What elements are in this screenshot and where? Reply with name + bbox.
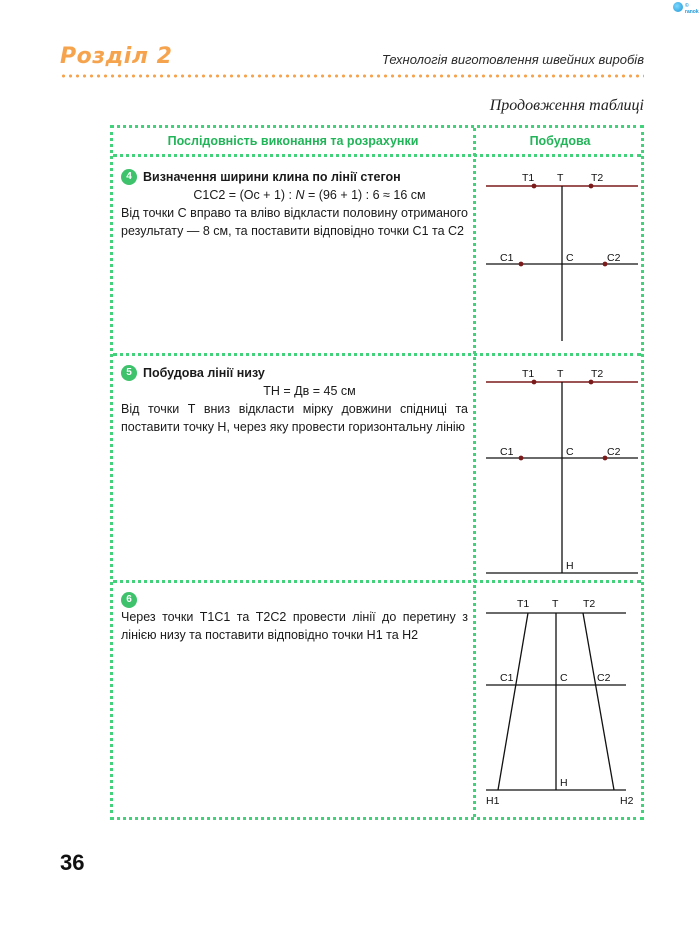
step-4-text-cell: [121, 168, 468, 240]
label-t1: T1: [517, 598, 530, 610]
step-6-title: [121, 592, 468, 608]
running-title: Технологія виготовлення швейних виробів: [381, 52, 644, 67]
step-5-formula: ТН = Дв = 45 см: [263, 384, 356, 398]
publisher-logo-text: © ranok: [685, 3, 699, 15]
step-6-construction-svg: [476, 588, 644, 816]
label-c: C: [560, 672, 568, 684]
step-5-construction-svg: [476, 360, 644, 578]
label-t: T: [552, 598, 559, 610]
label-h2: H2: [620, 795, 634, 807]
row-divider: [113, 580, 641, 583]
publisher-logo-icon: [673, 2, 683, 12]
side-line-right: [583, 613, 614, 790]
step-4-formula: [121, 186, 468, 204]
column-header-construction: Побудова: [529, 134, 591, 148]
step-5-title: [121, 364, 468, 382]
point-c1: [519, 456, 524, 461]
point-t2: [589, 184, 594, 189]
formula-part: C1C2 = (Ос + 1) :: [193, 188, 296, 202]
label-c2: C2: [607, 446, 621, 458]
step-6-description: Через точки Т1С1 та Т2С2 провести лінії до перетину з лінією низу та поставити відповідно точки Н1 та Н2: [121, 610, 468, 642]
label-t2: T2: [591, 368, 604, 380]
step-4-construction-svg: [476, 163, 644, 348]
label-c2: C2: [597, 672, 611, 684]
step-title-text: Визначення ширини клина по лінії стегон: [143, 170, 401, 184]
formula-part: = (96 + 1) : 6 ≈ 16 см: [304, 188, 426, 202]
label-c1: C1: [500, 672, 514, 684]
step-4-description: Від точки С вправо та вліво відкласти половину отриманого результату — 8 см, та поставити відповідно точки С1 та С2: [121, 206, 468, 238]
table-continuation-caption: Продовження таблиці: [489, 97, 644, 114]
label-c2: C2: [607, 252, 621, 264]
label-h: H: [560, 777, 568, 789]
row-divider: [113, 353, 641, 356]
chapter-title: Розділ 2: [60, 44, 173, 69]
label-t: T: [557, 172, 564, 184]
label-t2: T2: [591, 172, 604, 184]
step-5-diagram: [476, 360, 644, 578]
label-t1: T1: [522, 368, 535, 380]
step-number-badge: 6: [121, 592, 137, 608]
step-5-text-cell: [121, 364, 468, 436]
point-t1: [532, 184, 537, 189]
header-divider: [60, 74, 644, 78]
label-t2: T2: [583, 598, 596, 610]
label-c1: C1: [500, 446, 514, 458]
point-c1: [519, 262, 524, 267]
label-t1: T1: [522, 172, 535, 184]
step-6-text-cell: [121, 592, 468, 644]
label-c: C: [566, 446, 574, 458]
label-c1: C1: [500, 252, 514, 264]
label-h: H: [566, 560, 574, 572]
point-t1: [532, 380, 537, 385]
formula-variable: N: [295, 188, 305, 202]
step-title-text: Побудова лінії низу: [143, 366, 265, 380]
label-t: T: [557, 368, 564, 380]
label-c: C: [566, 252, 574, 264]
step-5-description: Від точки Т вниз відкласти мірку довжини спідниці та поставити точку Н, через яку провести горизонтальну лінію: [121, 402, 468, 434]
side-line-left: [498, 613, 528, 790]
label-h1: H1: [486, 795, 500, 807]
step-4-diagram: [476, 163, 644, 348]
step-6-diagram: [476, 588, 644, 816]
column-header-sequence: Послідовність виконання та розрахунки: [167, 134, 419, 148]
header-row-divider: [113, 154, 641, 157]
step-number-badge: 5: [121, 365, 137, 381]
step-number-badge: 4: [121, 169, 137, 185]
construction-table: [110, 125, 644, 820]
step-4-title: [121, 168, 468, 186]
point-t2: [589, 380, 594, 385]
page-number: 36: [60, 850, 85, 875]
